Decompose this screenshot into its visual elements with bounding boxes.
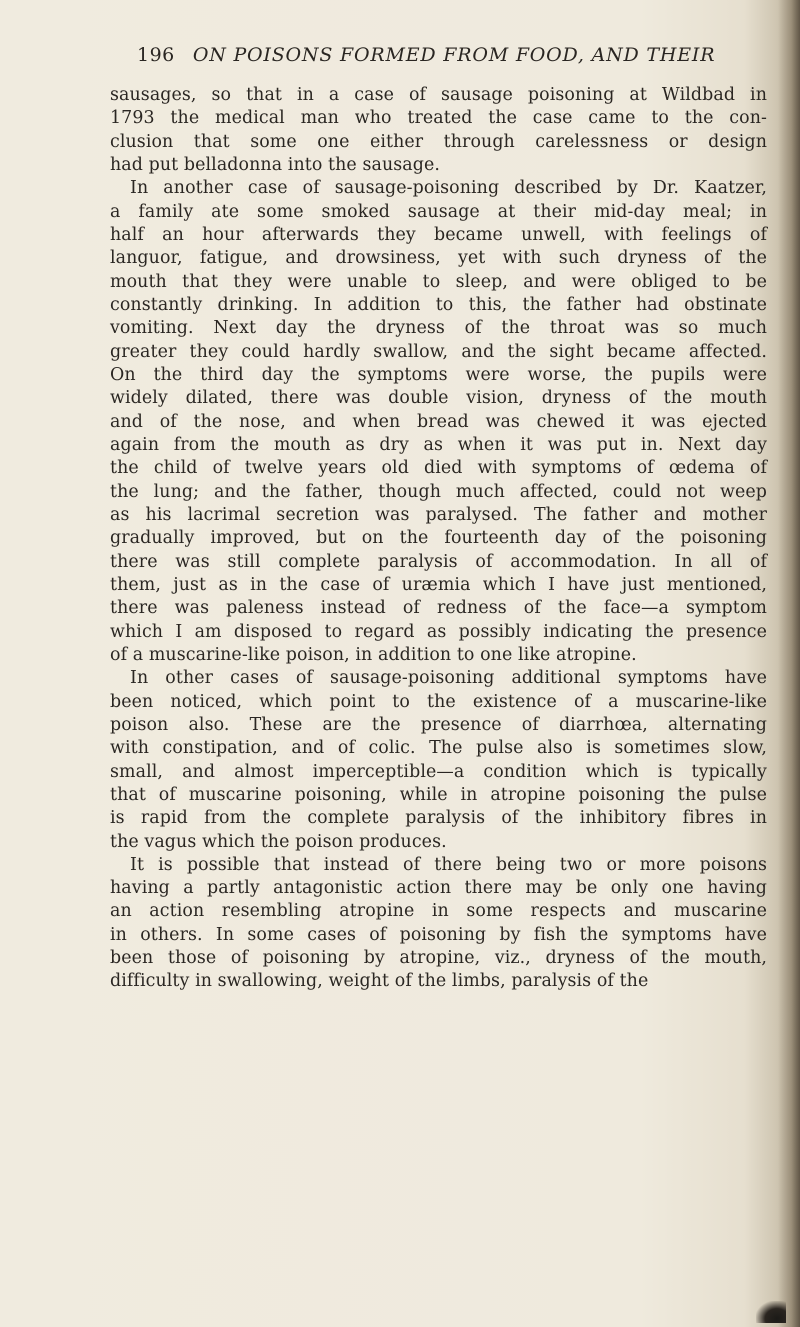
page-corner-mark	[756, 1301, 786, 1323]
text-line: In another case of sausage-poisoning described by Dr. Kaatzer,	[130, 178, 767, 199]
text-line: an action resembling atropine in some respects and muscarine	[110, 901, 767, 922]
text-line: widely dilated, there was double vision, dryness of the mouth	[110, 388, 767, 409]
text-line: been those of poisoning by atropine, viz., dryness of the mouth,	[110, 948, 767, 969]
text-line: having a partly antagonistic action there may be only one having	[110, 878, 767, 899]
text-line: half an hour afterwards they became unwell, with feelings of	[110, 224, 767, 245]
text-line: again from the mouth as dry as when it was put in. Next day	[110, 434, 767, 455]
text-line: there was still complete paralysis of accommodation. In all of	[110, 551, 767, 572]
text-line: 1793 the medical man who treated the case came to the con-	[110, 108, 767, 129]
text-line: with constipation, and of colic. The pulse also is sometimes slow,	[110, 738, 767, 759]
text-line: the lung; and the father, though much affected, could not weep	[110, 481, 767, 502]
text-line: In other cases of sausage-poisoning additional symptoms have	[130, 668, 767, 689]
text-line: clusion that some one either through carelessness or design	[110, 131, 767, 152]
text-line: vomiting. Next day the dryness of the throat was so much	[110, 318, 767, 339]
text-line: them, just as in the case of uræmia which I have just mentioned,	[110, 574, 767, 595]
text-line: It is possible that instead of there being two or more poisons	[130, 854, 767, 875]
page-edge-shadow	[778, 0, 800, 1327]
running-title: ON POISONS FORMED FROM FOOD, AND THEIR	[192, 44, 716, 66]
text-line: the child of twelve years old died with symptoms of œdema of	[110, 458, 767, 479]
text-line: the vagus which the poison produces.	[110, 831, 447, 852]
text-line: as his lacrimal secretion was paralysed. The father and mother	[110, 504, 767, 525]
text-line: constantly drinking. In addition to this, the father had obstinate	[110, 294, 767, 315]
text-line: poison also. These are the presence of diarrhœa, alternating	[110, 714, 767, 735]
text-line: a family ate some smoked sausage at their mid-day meal; in	[110, 201, 767, 222]
text-line: been noticed, which point to the existence of a muscarine-like	[110, 691, 767, 712]
text-line: there was paleness instead of redness of the face—a symptom	[110, 598, 767, 619]
running-head	[137, 44, 717, 66]
text-line: and of the nose, and when bread was chewed it was ejected	[110, 411, 767, 432]
text-line: greater they could hardly swallow, and the sight became affected.	[110, 341, 767, 362]
text-line: difficulty in swallowing, weight of the limbs, paralysis of the	[110, 971, 649, 992]
text-line: of a muscarine-like poison, in addition to one like atropine.	[110, 644, 637, 665]
text-line: is rapid from the complete paralysis of the inhibitory fibres in	[110, 808, 767, 829]
text-line: small, and almost imperceptible—a condition which is typically	[110, 761, 767, 782]
text-line: gradually improved, but on the fourteenth day of the poisoning	[110, 528, 767, 549]
text-line: had put belladonna into the sausage.	[110, 154, 440, 175]
body-text	[110, 84, 767, 994]
text-line: which I am disposed to regard as possibly indicating the presence	[110, 621, 767, 642]
text-line: On the third day the symptoms were worse, the pupils were	[110, 364, 767, 385]
text-line: languor, fatigue, and drowsiness, yet with such dryness of the	[110, 248, 767, 269]
text-line: that of muscarine poisoning, while in atropine poisoning the pulse	[110, 784, 767, 805]
text-line: in others. In some cases of poisoning by fish the symptoms have	[110, 924, 767, 945]
text-line: sausages, so that in a case of sausage poisoning at Wildbad in	[110, 85, 767, 105]
page-number: 196	[137, 44, 175, 66]
text-line: mouth that they were unable to sleep, and were obliged to be	[110, 271, 767, 292]
